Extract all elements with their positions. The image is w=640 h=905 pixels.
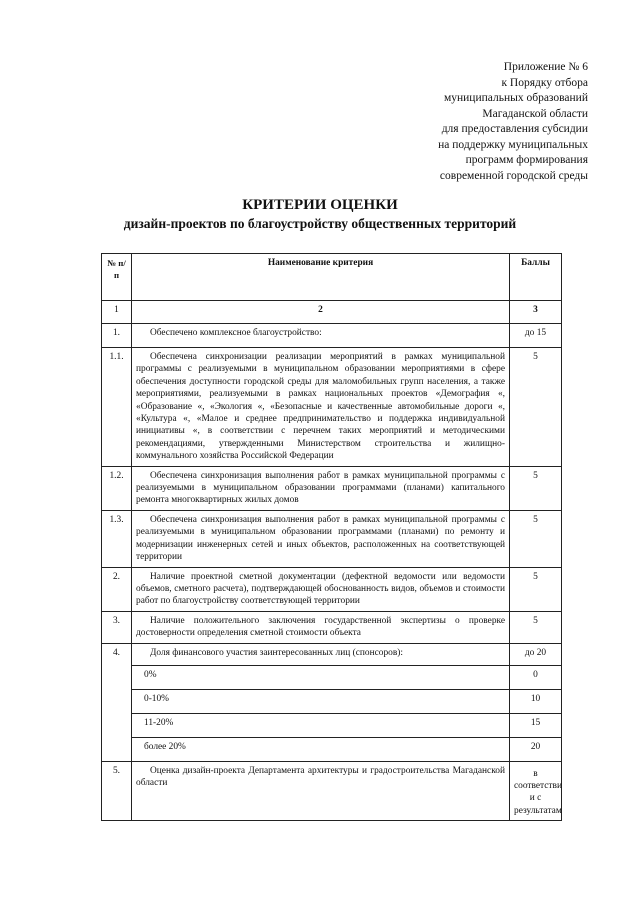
row-number: 2. bbox=[102, 567, 132, 611]
row-text: Оценка дизайн-проекта Департамента архитектуры и градостроительства Магаданской области bbox=[132, 761, 510, 821]
share-points: 20 bbox=[510, 737, 562, 761]
share-points: 10 bbox=[510, 689, 562, 713]
share-points: 15 bbox=[510, 713, 562, 737]
row-text: Обеспечено комплексное благоустройство: bbox=[132, 324, 510, 348]
row-points: 5 bbox=[510, 466, 562, 510]
share-row bbox=[102, 665, 562, 689]
row-text: Наличие положительного заключения государственной экспертизы о проверке достоверности определения сметной стоимости объекта bbox=[132, 611, 510, 643]
annex-header bbox=[328, 60, 588, 184]
share-label: 0-10% bbox=[132, 689, 510, 713]
annex-line: на поддержку муниципальных bbox=[438, 138, 588, 151]
criteria-table bbox=[101, 253, 562, 821]
annex-line: к Порядку отбора bbox=[501, 76, 588, 89]
annex-line: Магаданской области bbox=[482, 107, 588, 120]
table-row bbox=[102, 348, 562, 467]
row-number: 4. bbox=[102, 643, 132, 761]
annex-line: Приложение № 6 bbox=[503, 61, 588, 73]
row-points: 5 bbox=[510, 567, 562, 611]
row-number: 5. bbox=[102, 761, 132, 821]
annex-line: для предоставления субсидии bbox=[441, 123, 588, 135]
annex-line: муниципальных образований bbox=[443, 92, 588, 104]
header-points: Баллы bbox=[510, 254, 562, 301]
row-points: до 15 bbox=[510, 324, 562, 348]
row-points: в соответстви и с результатам bbox=[510, 761, 562, 821]
row-text: Обеспечена синхронизации реализации мероприятий в рамках муниципальной программы с реализуемыми в муниципальном образовании мероприятиями в сфере обеспечения доступности городской среды для маломобильных групп населения, а также мероприятиями, реализуемыми в рамках национальных проектов «Демография «, «Образование «, «Экология «, «Безопасные и качественные автомобильные дороги «, «Культура «, «Малое и среднее предпринимательство и поддержка индивидуальной инициативы «, в соответствии с перечнем таких мероприятий и методическими рекомендациями, утвержденными Министерством строительства и жилищно-коммунального хозяйства Российской Федерации bbox=[132, 348, 510, 467]
row-points: до 20 bbox=[510, 643, 562, 665]
header-name: Наименование критерия bbox=[132, 254, 510, 301]
row-points: 5 bbox=[510, 348, 562, 467]
row-text: Наличие проектной сметной документации (дефектной ведомости или ведомости объемов, сметного расчета), подтверждающей обоснованность видов, объемов и стоимости работ по благоустройству соответствующей территории bbox=[132, 567, 510, 611]
table-row bbox=[102, 761, 562, 821]
row-number: 1.2. bbox=[102, 466, 132, 510]
row-points: 5 bbox=[510, 510, 562, 567]
share-label: 0% bbox=[132, 665, 510, 689]
share-label: 11-20% bbox=[132, 713, 510, 737]
table-row bbox=[102, 643, 562, 665]
table-header-row bbox=[102, 254, 562, 301]
row-text: Доля финансового участия заинтересованных лиц (спонсоров): bbox=[132, 643, 510, 665]
column-number: 1 bbox=[102, 301, 132, 324]
table-row bbox=[102, 611, 562, 643]
row-number: 1.1. bbox=[102, 348, 132, 467]
table-row bbox=[102, 567, 562, 611]
share-row bbox=[102, 689, 562, 713]
column-number-row bbox=[102, 301, 562, 324]
row-text: Обеспечена синхронизация выполнения работ в рамках муниципальной программы с реализуемыми в муниципальном образовании программами (планами) по ремонту и модернизации инженерных сетей и иных объектов, расположенных на соответствующей территории bbox=[132, 510, 510, 567]
share-row bbox=[102, 737, 562, 761]
share-label: более 20% bbox=[132, 737, 510, 761]
row-number: 1. bbox=[102, 324, 132, 348]
annex-line: программ формирования bbox=[465, 154, 588, 166]
table-row bbox=[102, 324, 562, 348]
annex-line: современной городской среды bbox=[439, 169, 588, 182]
row-points: 5 bbox=[510, 611, 562, 643]
share-points: 0 bbox=[510, 665, 562, 689]
document-title: КРИТЕРИИ ОЦЕНКИ bbox=[242, 197, 398, 213]
document-subtitle: дизайн-проектов по благоустройству общественных территорий bbox=[123, 216, 517, 231]
column-number: 2 bbox=[132, 301, 510, 324]
column-number: 3 bbox=[510, 301, 562, 324]
row-text: Обеспечена синхронизация выполнения работ в рамках муниципальной программы с реализуемыми в муниципальном образовании программами (планами) капитального ремонта многоквартирных жилых домов bbox=[132, 466, 510, 510]
header-num: № п/п bbox=[102, 254, 132, 301]
row-number: 3. bbox=[102, 611, 132, 643]
table-row bbox=[102, 466, 562, 510]
share-row bbox=[102, 713, 562, 737]
table-row bbox=[102, 510, 562, 567]
row-number: 1.3. bbox=[102, 510, 132, 567]
